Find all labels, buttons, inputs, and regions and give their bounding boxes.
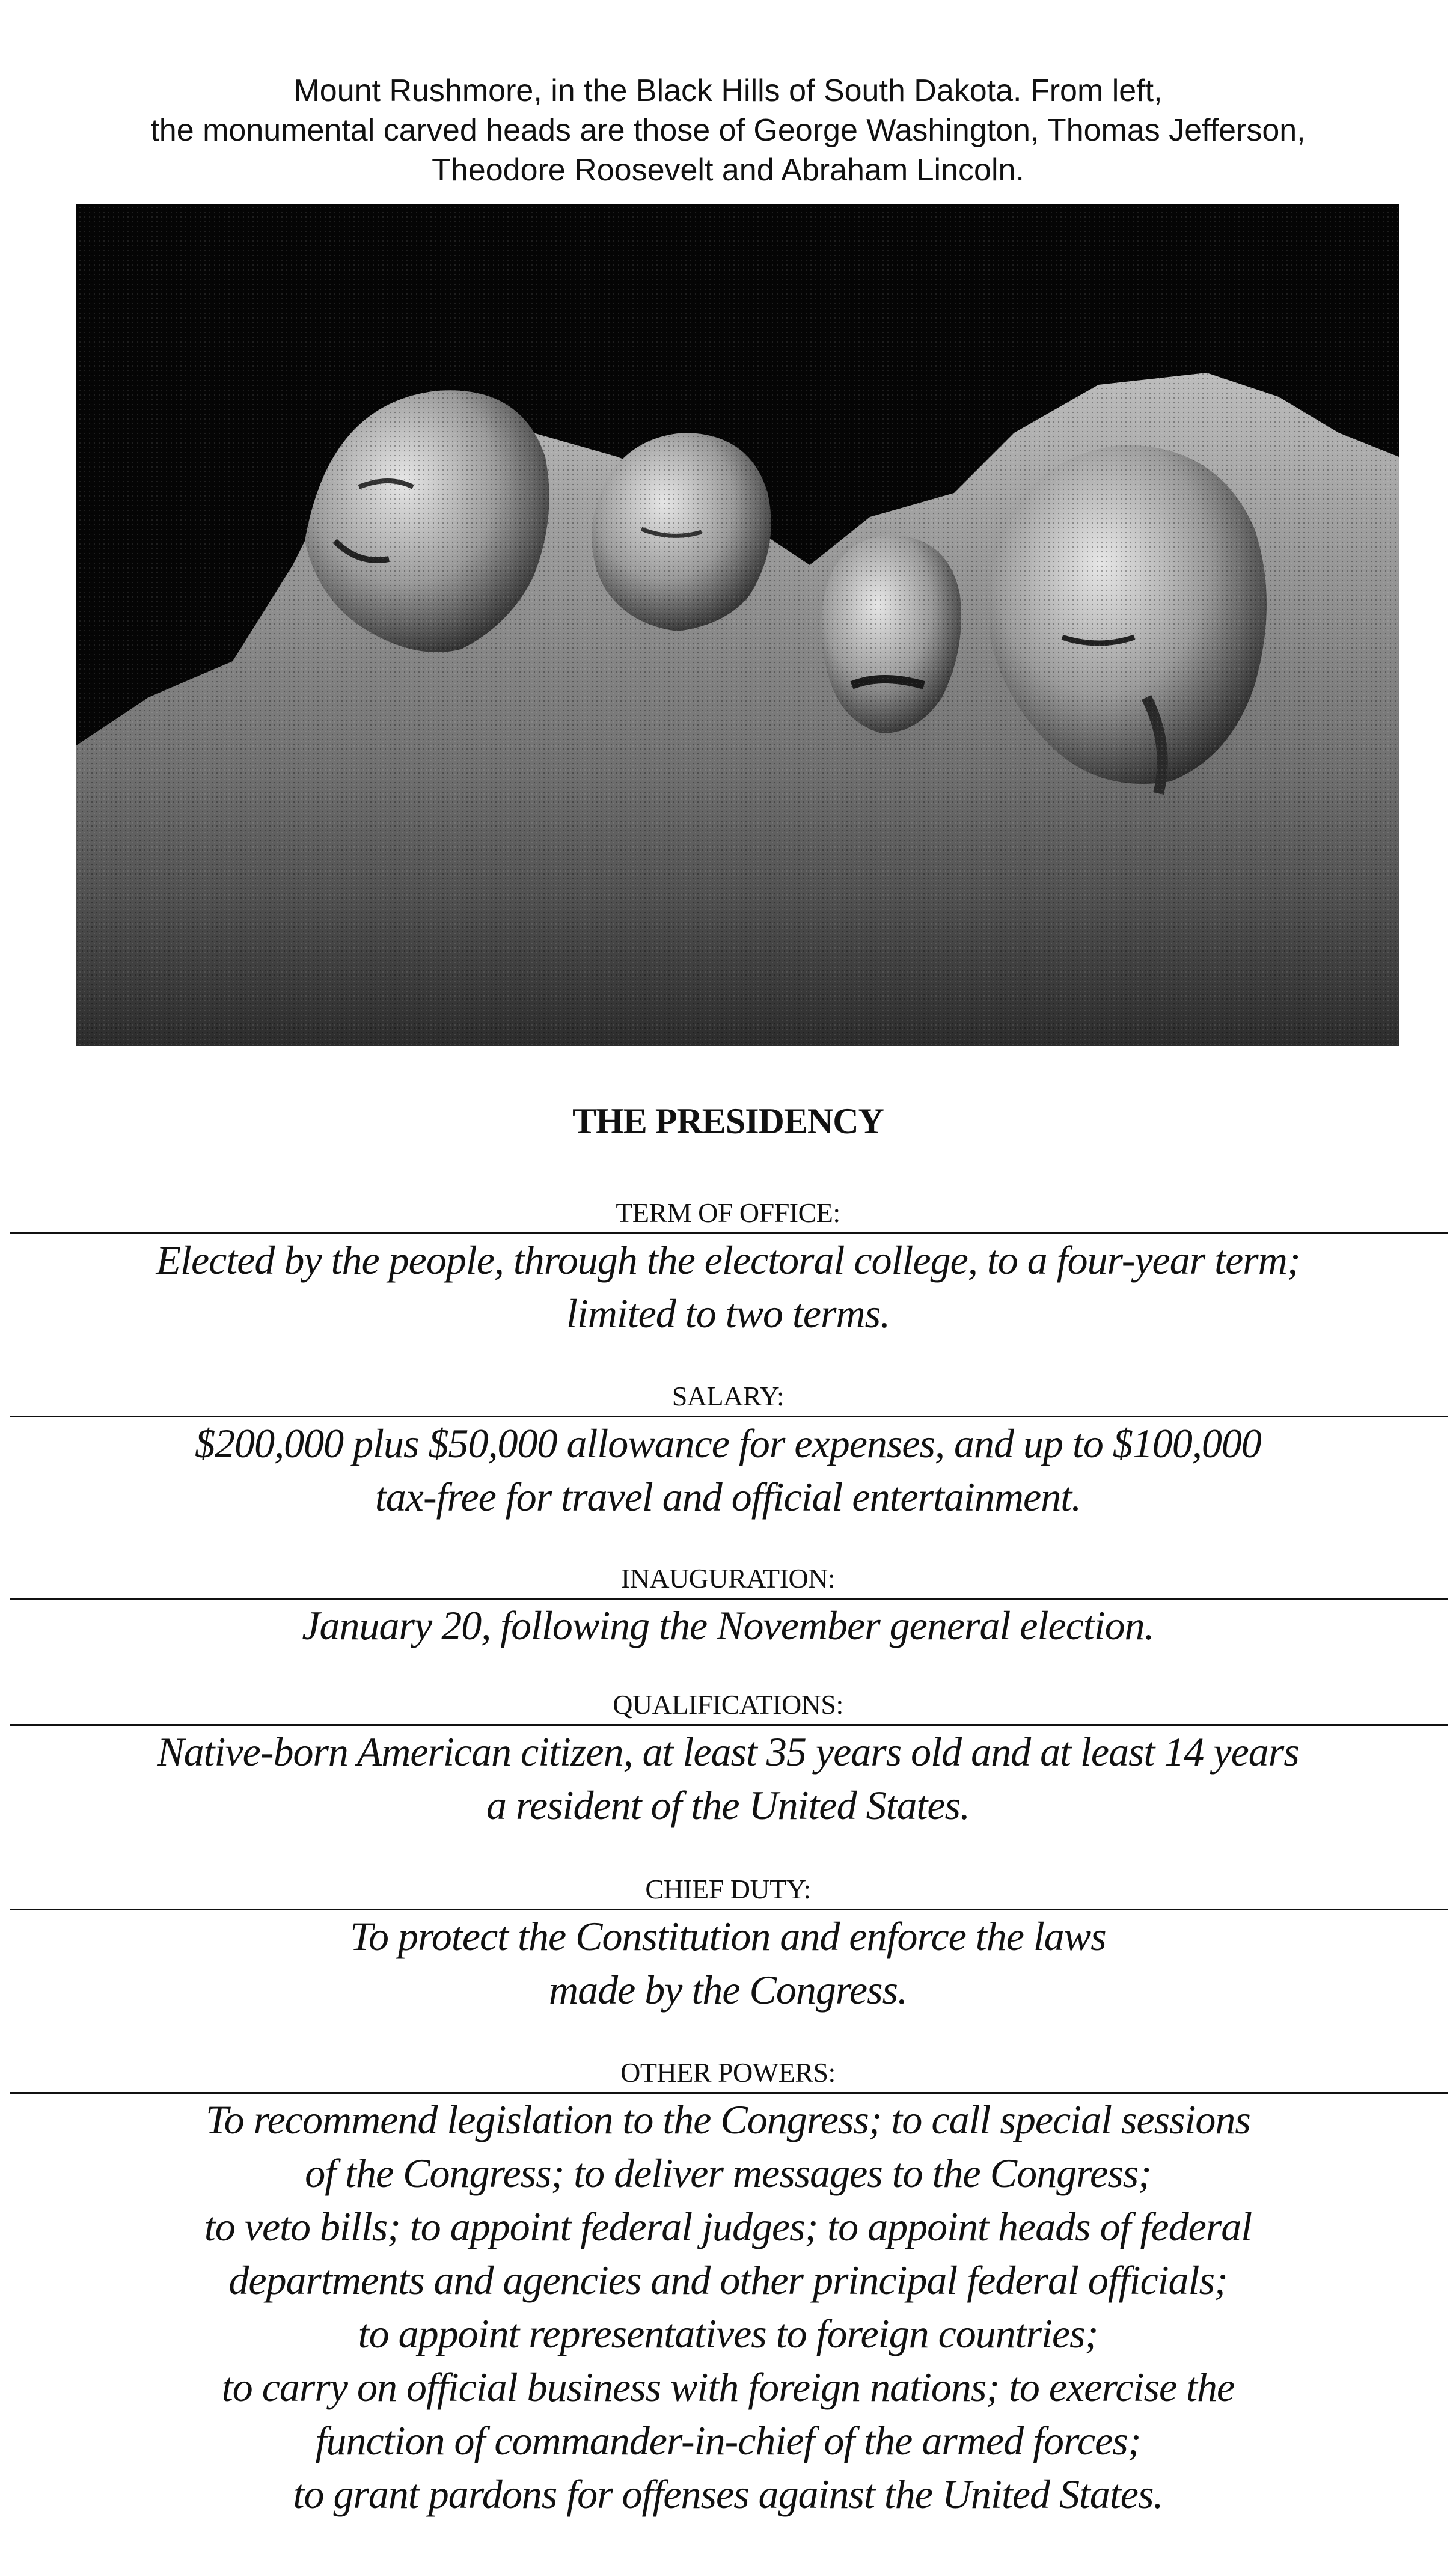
mount-rushmore-illustration <box>76 204 1399 1046</box>
caption-line: Mount Rushmore, in the Black Hills of South Dakota. From left, <box>293 73 1163 108</box>
section-label: INAUGURATION: <box>620 1563 836 1594</box>
body-line: $200,000 plus $50,000 allowance for expenses, and up to $100,000 <box>195 1420 1261 1466</box>
section-label: SALARY: <box>671 1381 785 1411</box>
body-line: To protect the Constitution and enforce the laws <box>350 1913 1106 1959</box>
page-title: THE PRESIDENCY <box>572 1101 884 1141</box>
body-line: to veto bills; to appoint federal judges; to appoint heads of federal <box>204 2204 1252 2249</box>
body-line: To recommend legislation to the Congress; to call special sessions <box>206 2097 1250 2142</box>
section-body <box>0 1910 1456 2017</box>
body-line: a resident of the United States. <box>486 1782 970 1828</box>
caption-line: Theodore Roosevelt and Abraham Lincoln. <box>432 153 1024 188</box>
body-line: Elected by the people, through the electoral college, to a four-year term; <box>156 1237 1300 1283</box>
body-line: departments and agencies and other principal federal officials; <box>228 2257 1228 2303</box>
section-label: TERM OF OFFICE: <box>616 1197 840 1228</box>
mount-rushmore-photo <box>76 204 1399 1046</box>
body-line: January 20, following the November general election. <box>302 1603 1154 1648</box>
body-line: limited to two terms. <box>566 1291 890 1336</box>
body-line: Native-born American citizen, at least 35 years old and at least 14 years <box>157 1729 1299 1775</box>
photo-caption <box>0 71 1456 190</box>
body-line: to appoint representatives to foreign countries; <box>358 2311 1098 2356</box>
section-label: QUALIFICATIONS: <box>613 1689 843 1720</box>
body-line: function of commander-in-chief of the armed forces; <box>315 2418 1141 2463</box>
body-line: to carry on official business with foreign nations; to exercise the <box>221 2364 1235 2410</box>
body-line: made by the Congress. <box>549 1967 907 2013</box>
caption-line: the monumental carved heads are those of George Washington, Thomas Jefferson, <box>150 113 1306 148</box>
section-body <box>0 2093 1456 2521</box>
section-body <box>0 1725 1456 1832</box>
section-body <box>0 1417 1456 1524</box>
body-line: tax-free for travel and official entertainment. <box>375 1474 1081 1520</box>
section-body <box>0 1599 1456 1653</box>
section-label: CHIEF DUTY: <box>645 1874 811 1904</box>
body-line: to grant pardons for offenses against the United States. <box>293 2471 1163 2517</box>
section-body <box>0 1234 1456 1341</box>
section-label: OTHER POWERS: <box>620 2057 836 2088</box>
body-line: of the Congress; to deliver messages to the Congress; <box>305 2150 1151 2196</box>
